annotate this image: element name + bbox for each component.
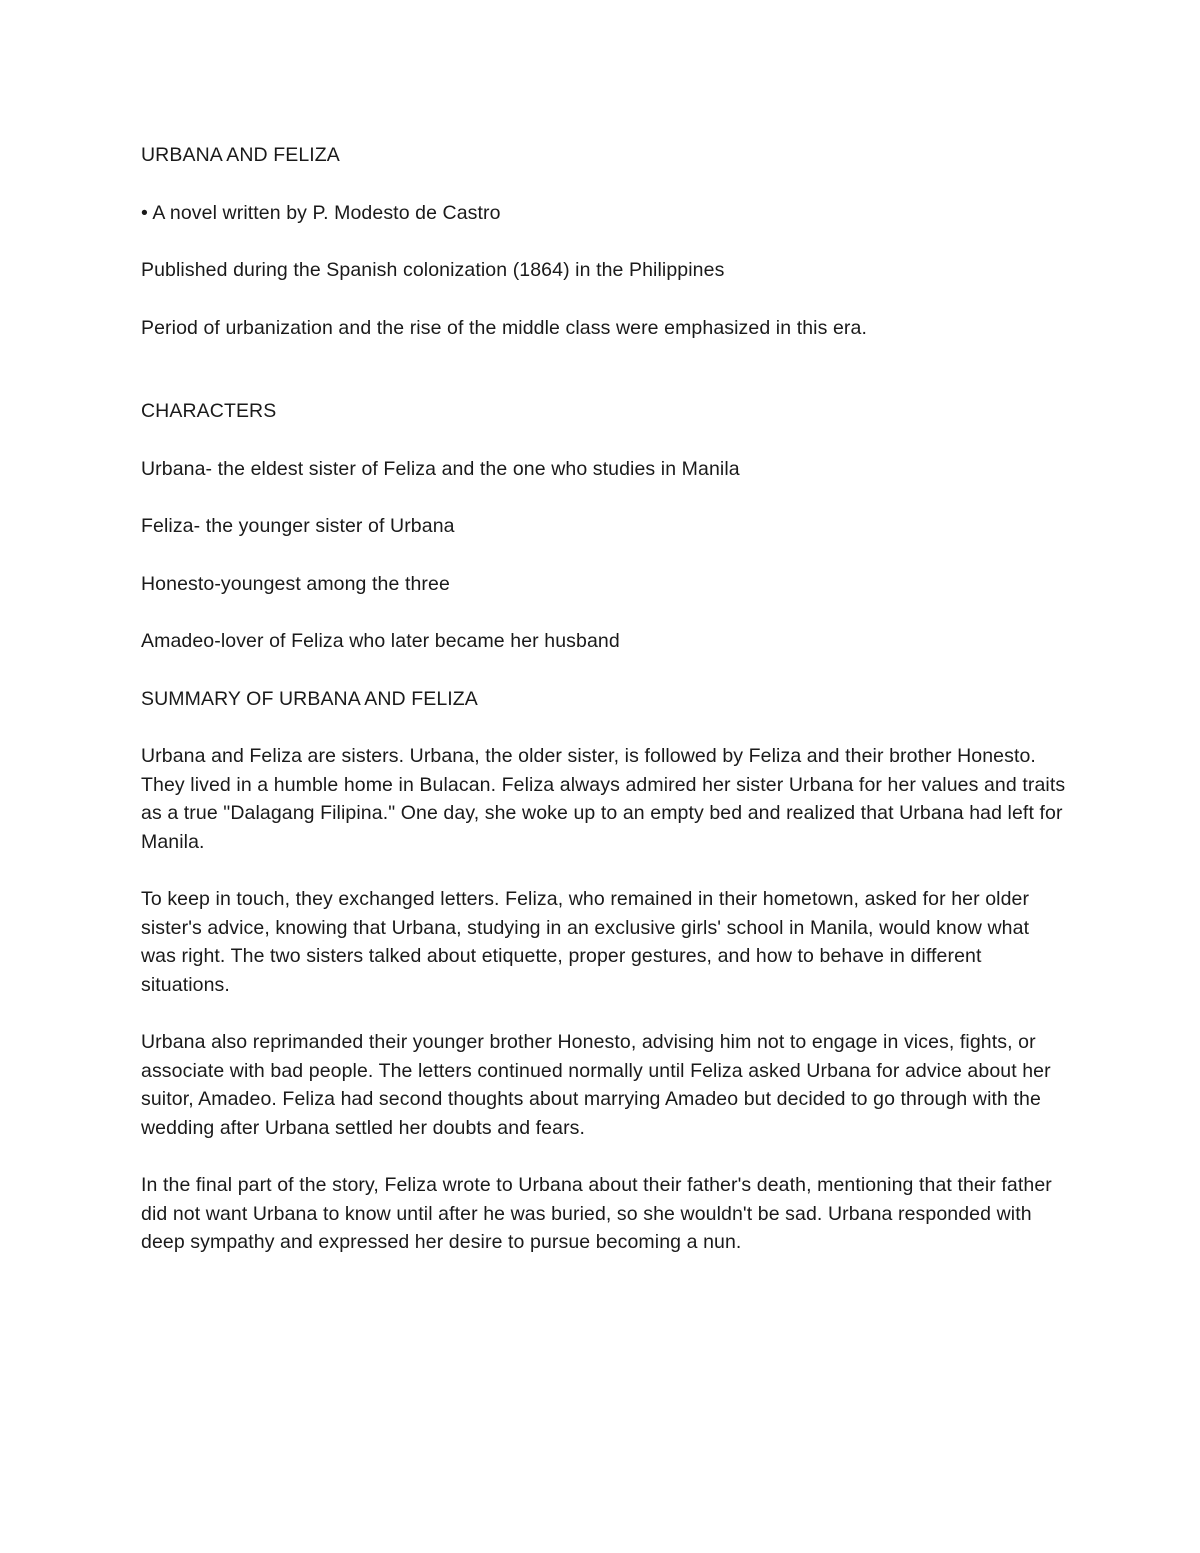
summary-heading: SUMMARY OF URBANA AND FELIZA: [141, 687, 478, 710]
character-amadeo: Amadeo-lover of Feliza who later became her husband: [141, 630, 620, 652]
characters-heading: CHARACTERS: [141, 400, 277, 422]
intro-author-line: • A novel written by P. Modesto de Castro: [141, 201, 501, 224]
document-title: URBANA AND FELIZA: [141, 144, 340, 166]
summary-paragraph: Urbana also reprimanded their younger brother Honesto, advising him not to engage in vices, fights, or associate with bad people. The letters continued normally until Feliza asked Urbana for advice about her suitor, Amadeo. Feliza had second thoughts about marrying Amadeo but decided to go through with the wedding after Urbana settled her doubts and fears.: [141, 1031, 1051, 1139]
summary-paragraph: To keep in touch, they exchanged letters. Feliza, who remained in their hometown, asked for her older sister's advice, knowing that Urbana, studying in an exclusive girls' school in Manila, would know what was right. The two sisters talked about etiquette, proper gestures, and how to behave in different situations.: [141, 888, 1030, 996]
summary-paragraph: In the final part of the story, Feliza wrote to Urbana about their father's death, mentioning that their father did not want Urbana to know until after he was buried, so she wouldn't be sad. Urbana responded with deep sympathy and expressed her desire to pursue becoming a nun.: [141, 1174, 1052, 1253]
intro-period-line: Period of urbanization and the rise of the middle class were emphasized in this era.: [141, 316, 867, 339]
character-feliza: Feliza- the younger sister of Urbana: [141, 515, 455, 537]
summary-paragraph: Urbana and Feliza are sisters. Urbana, the older sister, is followed by Feliza and their brother Honesto. They lived in a humble home in Bulacan. Feliza always admired her sister Urbana for her values and traits as a true "Dalagang Filipina." One day, she woke up to an empty bed and realized that Urbana had left for Manila.: [141, 745, 1066, 853]
intro-published-line: Published during the Spanish colonization (1864) in the Philippines: [141, 259, 725, 281]
character-urbana: Urbana- the eldest sister of Feliza and the one who studies in Manila: [141, 457, 740, 480]
document-page: [141, 141, 1066, 1257]
character-honesto: Honesto-youngest among the three: [141, 572, 450, 595]
